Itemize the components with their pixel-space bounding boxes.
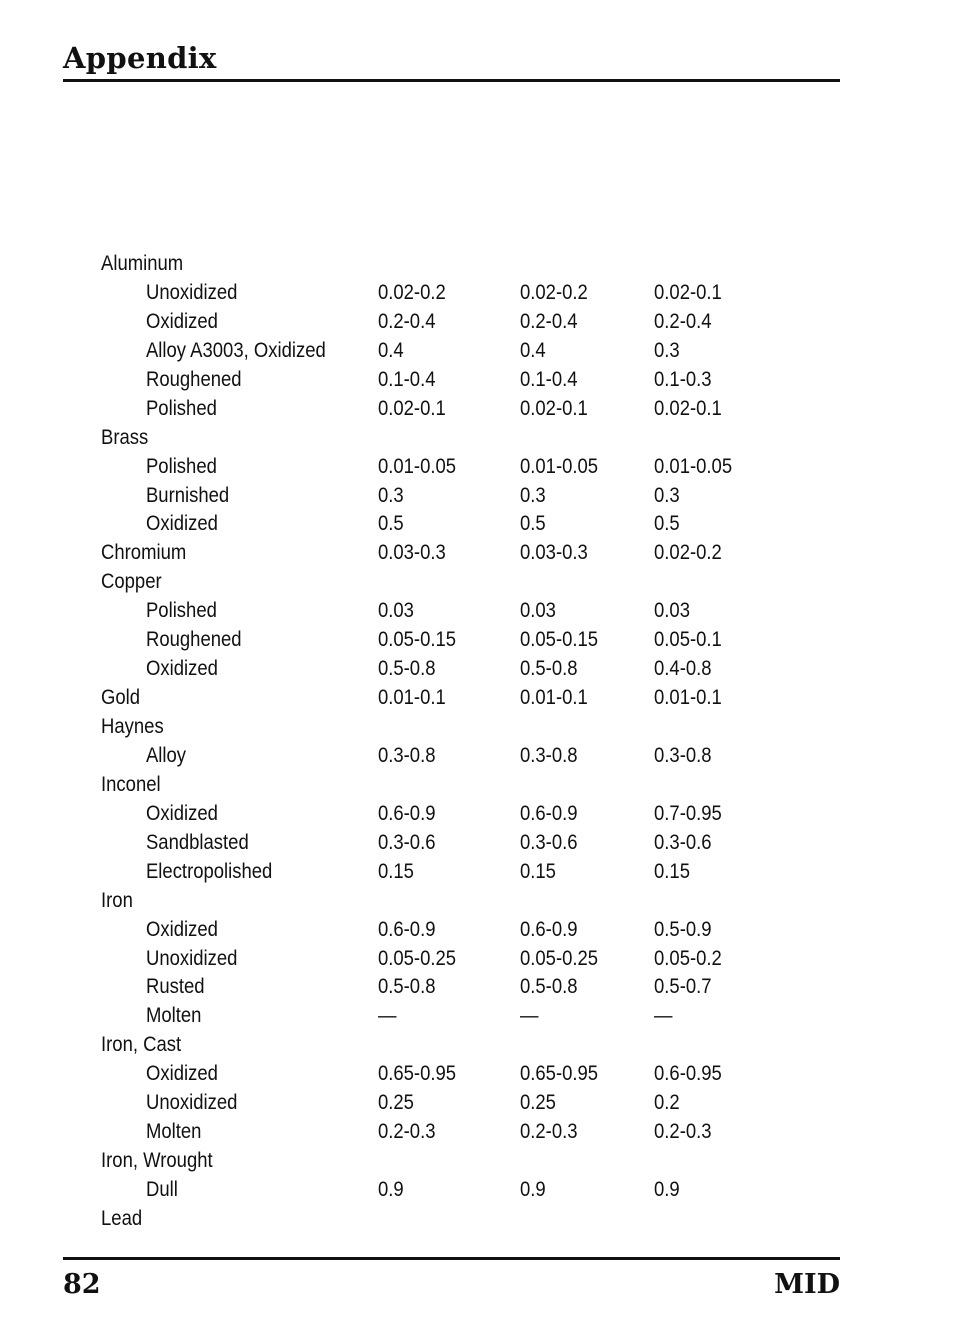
emissivity-value-3: 0.3-0.6	[654, 830, 712, 854]
material-name: Lead	[101, 1206, 143, 1230]
table-row	[0, 481, 840, 510]
emissivity-value-1: 0.01-0.05	[377, 454, 457, 478]
emissivity-value-1: 0.25	[377, 1091, 414, 1115]
material-condition: Polished	[145, 599, 217, 623]
emissivity-value-1: 0.4	[377, 338, 404, 362]
emissivity-value-3: 0.3	[654, 338, 680, 362]
table-row	[0, 1059, 840, 1088]
table-row	[0, 1088, 840, 1117]
emissivity-value-3: 0.1-0.3	[654, 367, 712, 391]
emissivity-value-3: 0.01-0.1	[654, 686, 722, 710]
emissivity-value-2: 0.03	[519, 599, 556, 623]
table-row	[0, 741, 840, 770]
table-row	[0, 799, 840, 828]
material-condition: Roughened	[145, 628, 242, 652]
emissivity-value-1: 0.02-0.2	[377, 280, 446, 304]
emissivity-value-2: 0.2-0.3	[519, 1120, 578, 1144]
header-rule	[63, 79, 840, 82]
emissivity-value-3: 0.6-0.95	[654, 1062, 722, 1086]
table-row	[0, 886, 840, 915]
page-number: 82	[63, 1269, 101, 1300]
material-condition: Oxidized	[145, 917, 218, 941]
emissivity-value-3: 0.5-0.9	[654, 917, 712, 941]
table-row	[0, 1146, 840, 1175]
material-name: Copper	[101, 570, 162, 594]
material-name: Gold	[101, 686, 141, 710]
material-condition: Roughened	[145, 367, 242, 391]
table-row	[0, 683, 840, 712]
emissivity-value-2: 0.5	[519, 512, 546, 536]
table-row	[0, 278, 840, 307]
emissivity-value-1: —	[377, 1004, 397, 1028]
material-condition: Sandblasted	[145, 830, 249, 854]
emissivity-value-1: 0.2-0.4	[377, 309, 436, 333]
emissivity-value-1: 0.3-0.6	[377, 830, 436, 854]
emissivity-value-1: 0.03	[377, 599, 414, 623]
material-condition: Alloy	[145, 743, 187, 767]
emissivity-value-3: 0.2	[654, 1091, 680, 1115]
emissivity-value-2: 0.5-0.8	[519, 657, 578, 681]
table-row	[0, 567, 840, 596]
emissivity-value-2: 0.3-0.6	[519, 830, 578, 854]
emissivity-value-2: 0.1-0.4	[519, 367, 578, 391]
emissivity-table	[0, 249, 954, 1233]
emissivity-value-1: 0.6-0.9	[377, 801, 436, 825]
emissivity-value-3: 0.02-0.1	[654, 396, 722, 420]
emissivity-value-3: 0.15	[654, 859, 690, 883]
emissivity-value-3: 0.4-0.8	[654, 657, 712, 681]
table-row	[0, 828, 840, 857]
table-row	[0, 307, 840, 336]
emissivity-value-2: 0.6-0.9	[519, 801, 578, 825]
material-condition: Unoxidized	[145, 280, 238, 304]
emissivity-value-1: 0.05-0.25	[377, 946, 457, 970]
emissivity-value-3: 0.03	[654, 599, 690, 623]
material-name: Iron, Wrought	[101, 1149, 213, 1173]
material-condition: Polished	[145, 396, 217, 420]
emissivity-value-3: 0.05-0.1	[654, 628, 722, 652]
table-row	[0, 915, 840, 944]
emissivity-value-3: 0.01-0.05	[654, 454, 733, 478]
emissivity-value-3: 0.3-0.8	[654, 743, 712, 767]
material-name: Inconel	[101, 772, 161, 796]
emissivity-value-2: 0.02-0.2	[519, 280, 588, 304]
emissivity-value-2: —	[519, 1004, 539, 1028]
material-condition: Molten	[145, 1004, 202, 1028]
emissivity-value-1: 0.3	[377, 483, 404, 507]
material-condition: Alloy A3003, Oxidized	[145, 338, 326, 362]
emissivity-value-2: 0.6-0.9	[519, 917, 578, 941]
page-header-title: Appendix	[63, 41, 217, 75]
material-condition: Burnished	[145, 483, 230, 507]
material-condition: Polished	[145, 454, 217, 478]
emissivity-value-3: —	[654, 1004, 673, 1028]
emissivity-value-1: 0.6-0.9	[377, 917, 436, 941]
material-name: Iron	[101, 888, 133, 912]
table-row	[0, 625, 840, 654]
emissivity-value-3: 0.5-0.7	[654, 975, 712, 999]
emissivity-value-2: 0.05-0.15	[519, 628, 599, 652]
table-row	[0, 509, 840, 538]
table-row	[0, 596, 840, 625]
emissivity-value-3: 0.02-0.1	[654, 280, 722, 304]
table-row	[0, 770, 840, 799]
emissivity-value-2: 0.01-0.1	[519, 686, 588, 710]
material-condition: Oxidized	[145, 801, 218, 825]
material-condition: Oxidized	[145, 657, 218, 681]
material-condition: Unoxidized	[145, 946, 238, 970]
footer-rule	[63, 1257, 840, 1260]
material-name: Haynes	[101, 715, 164, 738]
material-condition: Dull	[145, 1178, 178, 1201]
emissivity-value-2: 0.4	[519, 338, 546, 362]
emissivity-value-2: 0.02-0.1	[519, 396, 588, 420]
emissivity-value-2: 0.05-0.25	[519, 946, 599, 970]
emissivity-value-1: 0.5	[377, 512, 404, 536]
emissivity-value-1: 0.9	[377, 1178, 404, 1201]
table-row	[0, 452, 840, 481]
emissivity-value-1: 0.1-0.4	[377, 367, 436, 391]
material-condition: Unoxidized	[145, 1091, 238, 1115]
table-row	[0, 1030, 840, 1059]
emissivity-value-1: 0.01-0.1	[377, 686, 446, 710]
emissivity-value-2: 0.03-0.3	[519, 541, 588, 565]
emissivity-value-3: 0.05-0.2	[654, 946, 722, 970]
table-row	[0, 654, 840, 683]
emissivity-value-3: 0.9	[654, 1178, 680, 1201]
emissivity-value-3: 0.2-0.4	[654, 309, 712, 333]
emissivity-value-2: 0.65-0.95	[519, 1062, 599, 1086]
emissivity-value-1: 0.02-0.1	[377, 396, 446, 420]
product-name: MID	[774, 1269, 840, 1300]
material-condition: Electropolished	[145, 859, 273, 883]
emissivity-value-1: 0.15	[377, 859, 414, 883]
emissivity-value-2: 0.3	[519, 483, 546, 507]
material-name: Aluminum	[101, 252, 184, 275]
material-condition: Rusted	[145, 975, 205, 999]
table-row	[0, 712, 840, 741]
emissivity-value-2: 0.01-0.05	[519, 454, 599, 478]
table-row	[0, 423, 840, 452]
material-name: Chromium	[101, 541, 187, 565]
material-condition: Oxidized	[145, 512, 218, 536]
emissivity-value-3: 0.2-0.3	[654, 1120, 712, 1144]
emissivity-value-1: 0.65-0.95	[377, 1062, 457, 1086]
table-row	[0, 972, 840, 1001]
table-row	[0, 944, 840, 973]
table-row	[0, 1175, 840, 1204]
table-row	[0, 1117, 840, 1146]
emissivity-value-2: 0.3-0.8	[519, 743, 578, 767]
emissivity-value-1: 0.2-0.3	[377, 1120, 436, 1144]
table-row	[0, 857, 840, 886]
material-name: Brass	[101, 425, 149, 449]
table-row	[0, 1001, 840, 1030]
emissivity-value-1: 0.03-0.3	[377, 541, 446, 565]
table-row	[0, 336, 840, 365]
emissivity-value-1: 0.3-0.8	[377, 743, 436, 767]
emissivity-value-2: 0.5-0.8	[519, 975, 578, 999]
emissivity-value-2: 0.15	[519, 859, 556, 883]
table-row	[0, 394, 840, 423]
emissivity-value-2: 0.9	[519, 1178, 546, 1201]
emissivity-value-3: 0.7-0.95	[654, 801, 722, 825]
material-condition: Oxidized	[145, 1062, 218, 1086]
emissivity-value-3: 0.3	[654, 483, 680, 507]
table-row	[0, 538, 840, 567]
emissivity-value-1: 0.05-0.15	[377, 628, 457, 652]
table-row	[0, 1204, 840, 1233]
table-row	[0, 249, 840, 278]
material-name: Iron, Cast	[101, 1033, 182, 1057]
emissivity-value-3: 0.02-0.2	[654, 541, 722, 565]
material-condition: Molten	[145, 1120, 202, 1144]
emissivity-value-1: 0.5-0.8	[377, 657, 436, 681]
emissivity-value-2: 0.2-0.4	[519, 309, 578, 333]
emissivity-value-3: 0.5	[654, 512, 680, 536]
emissivity-value-1: 0.5-0.8	[377, 975, 436, 999]
material-condition: Oxidized	[145, 309, 218, 333]
emissivity-value-2: 0.25	[519, 1091, 556, 1115]
table-row	[0, 365, 840, 394]
